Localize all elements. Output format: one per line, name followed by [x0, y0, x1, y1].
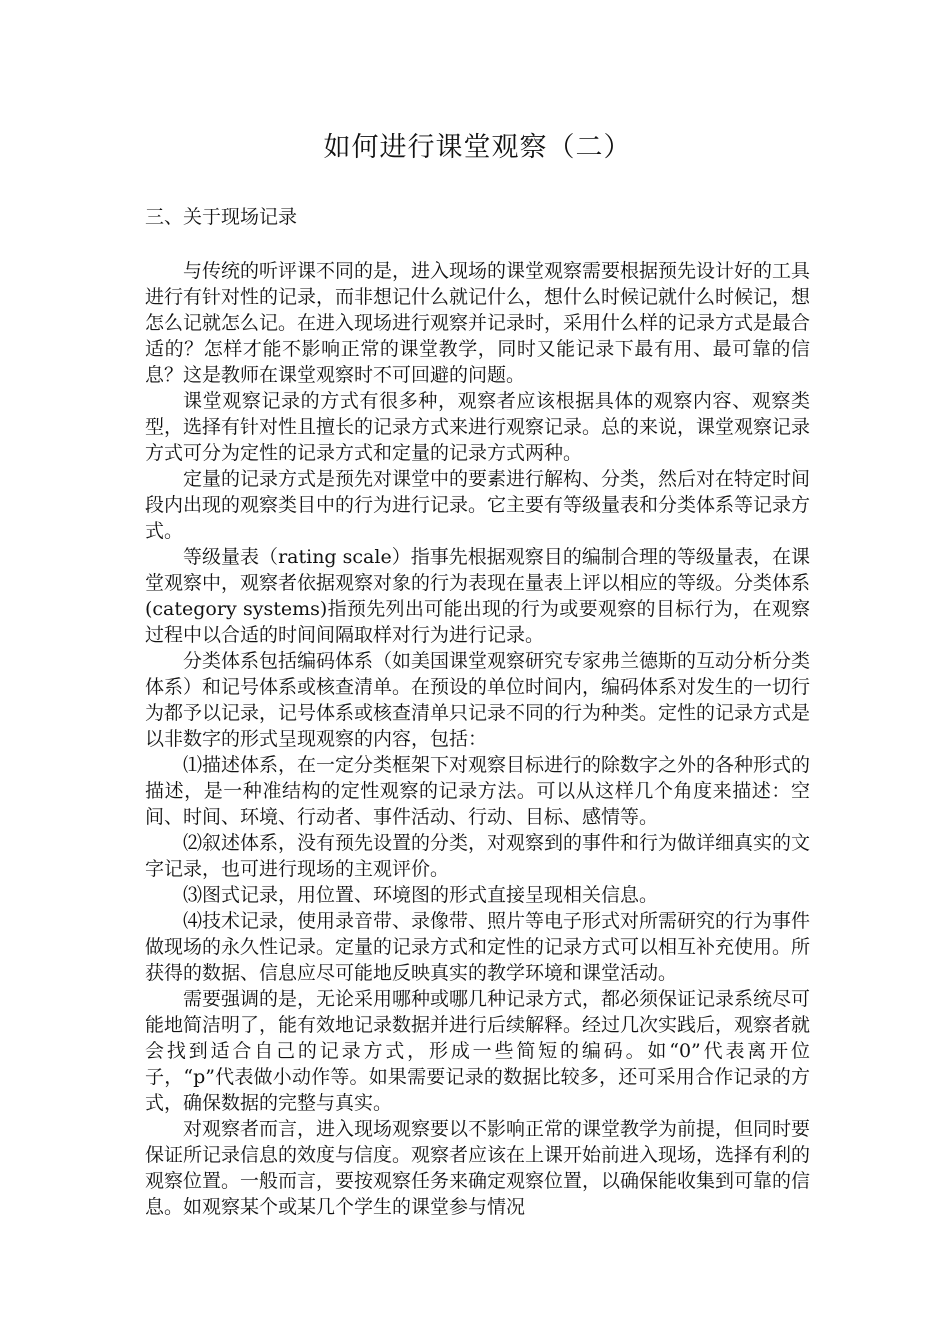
paragraph: 与传统的听评课不同的是，进入现场的课堂观察需要根据预先设计好的工具进行有针对性的记录，而非想记什么就记什么，想什么时候记就什么时候记，想怎么记就怎么记。在进入现场进行观察并记录时，采用什么样的记录方式是最合适的？怎样才能不影响正常的课堂教学，同时又能记录下最有用、最可靠的信息？这是教师在课堂观察时不可回避的问题。 — [145, 260, 811, 386]
list-item-paragraph: ⑷技术记录，使用录音带、录像带、照片等电子形式对所需研究的行为事件做现场的永久性记录。定量的记录方式和定性的记录方式可以相互补充使用。所获得的数据、信息应尽可能地反映真实的教学环境和课堂活动。 — [145, 910, 811, 984]
paragraph: 对观察者而言，进入现场观察要以不影响正常的课堂教学为前提，但同时要保证所记录信息的效度与信度。观察者应该在上课开始前进入现场，选择有利的观察位置。一般而言，要按观察任务来确定观察位置，以确保能收集到可靠的信息。如观察某个或某几个学生的课堂参与情况 — [145, 1118, 811, 1218]
paragraph: 定量的记录方式是预先对课堂中的要素进行解构、分类，然后对在特定时间段内出现的观察类目中的行为进行记录。它主要有等级量表和分类体系等记录方式。 — [145, 468, 811, 542]
list-item-paragraph: ⑶图式记录，用位置、环境图的形式直接呈现相关信息。 — [183, 884, 659, 906]
document-title: 如何进行课堂观察（二） — [323, 132, 632, 163]
paragraph: 等级量表（rating scale）指事先根据观察目的编制合理的等级量表，在课堂观察中，观察者依据观察对象的行为表现在量表上评以相应的等级。分类体系(category systems)指预先列出可能出现的行为或要观察的目标行为，在观察过程中以合适的时间间隔取样对行为进行记录。 — [145, 546, 811, 646]
paragraph: 分类体系包括编码体系（如美国课堂观察研究专家弗兰德斯的互动分析分类体系）和记号体系或核查清单。在预设的单位时间内，编码体系对发生的一切行为都予以记录，记号体系或核查清单只记录不同的行为种类。定性的记录方式是以非数字的形式呈现观察的内容，包括： — [145, 650, 811, 750]
paragraph: 课堂观察记录的方式有很多种，观察者应该根据具体的观察内容、观察类型，选择有针对性且擅长的记录方式来进行观察记录。总的来说，课堂观察记录方式可分为定性的记录方式和定量的记录方式两种。 — [145, 390, 811, 464]
paragraph: 需要强调的是，无论采用哪种或哪几种记录方式，都必须保证记录系统尽可能地简洁明了，能有效地记录数据并进行后续解释。经过几次实践后，观察者就会找到适合自己的记录方式，形成一些简短的编码。如“0”代表离开位子，“p”代表做小动作等。如果需要记录的数据比较多，还可采用合作记录的方式，确保数据的完整与真实。 — [145, 988, 811, 1114]
list-item-paragraph: ⑴描述体系，在一定分类框架下对观察目标进行的除数字之外的各种形式的描述，是一种准结构的定性观察的记录方法。可以从这样几个角度来描述：空间、时间、环境、行动者、事件活动、行动、目标、感情等。 — [145, 754, 811, 828]
section-heading: 三、关于现场记录 — [145, 206, 298, 228]
body-text — [145, 258, 810, 1220]
document-page — [145, 128, 810, 1220]
list-item-paragraph: ⑵叙述体系，没有预先设置的分类，对观察到的事件和行为做详细真实的文字记录，也可进行现场的主观评价。 — [145, 832, 811, 880]
